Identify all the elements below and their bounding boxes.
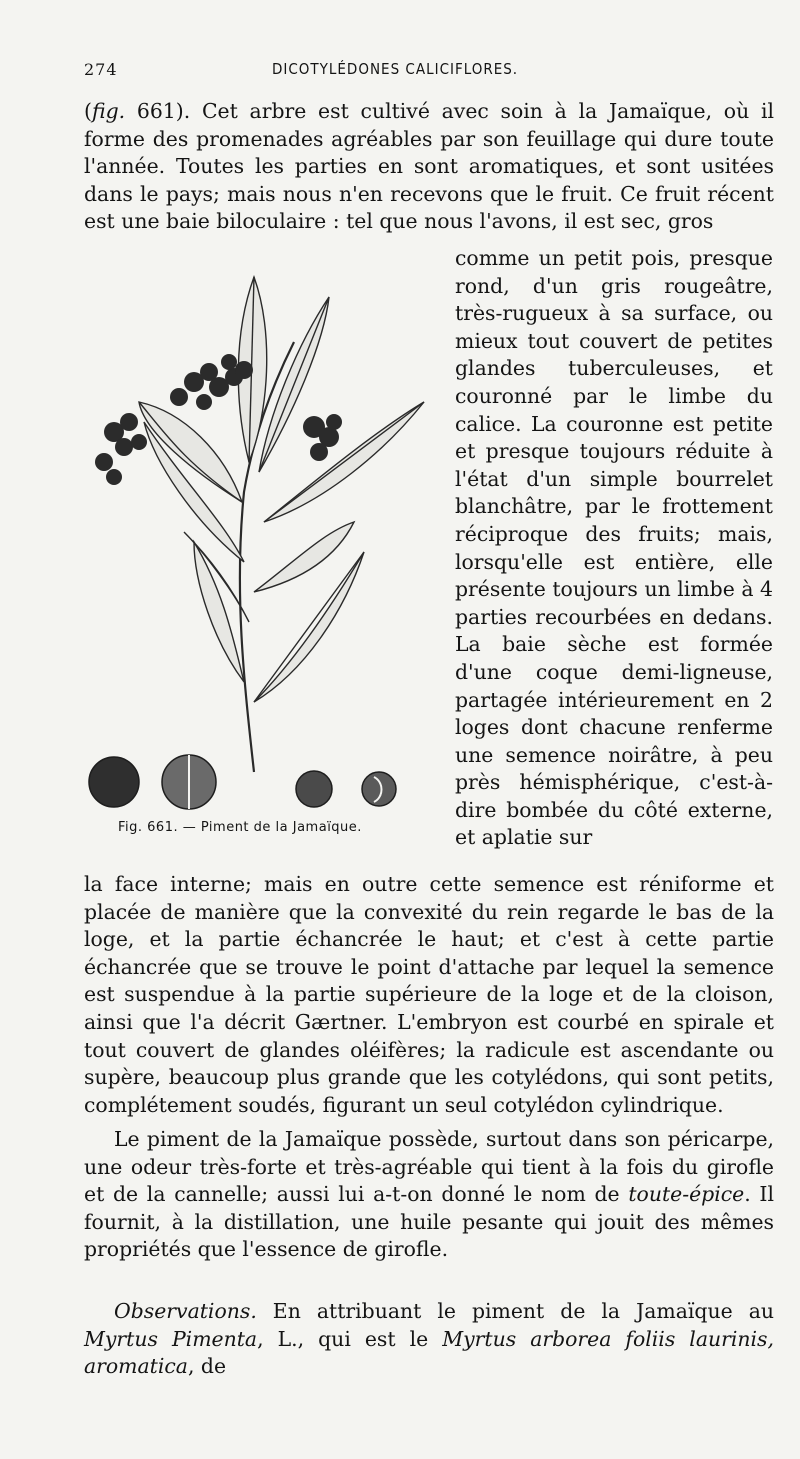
pimento-illustration [84,262,444,842]
running-title: DICOTYLÉDONES CALICIFLORES. [272,60,519,78]
paragraph-1-beside-figure: comme un petit pois, presque rond, d'un gris rougeâtre, très-rugueux à sa surface, ou mieux tout couvert de petites glandes tuberculeuses, et couronné par le limbe du calice. La couronne est petite et presque toujours réduite à l'état d'un simple bourrelet blanchâtre, par le frottement réciproque des fruits; mais, lorsqu'elle est entière, elle présente toujours un limbe à 4 parties recourbées en dedans. La baie sèche est formée d'une coque demi-ligneuse, partagée intérieurement en 2 loges dont chacune renferme une semence noirâtre, à peu près hémisphérique, c'est-à-dire bombée du côté externe, et aplatie sur [455,246,773,850]
paragraph-2: Le piment de la Jamaïque possède, surtout dans son péricarpe, une odeur très-forte et très-agréable qui tient à la fois du girofle et de la cannelle; aussi lui a-t-on donné le nom de toute-épice. Il fournit, à la distillation, une huile pesante qui jouit des mêmes propriétés que l'essence de girofle. [84,1127,775,1262]
paragraph-1-top: (fig. 661). Cet arbre est cultivé avec soin à la Jamaïque, où il forme des promenades agréables par son feuillage qui dure toute l'année. Toutes les parties en sont aromatiques, et sont usitées dans le pays; mais nous n'en recevons que le fruit. Ce fruit récent est une baie biloculaire : tel que nous l'avons, il est sec, gros [84,99,774,234]
taxon-myrtus-arborea: Myrtus arborea foliis laurinis, aromatica [84,1326,774,1379]
fig-reference: fig. [91,99,126,123]
page-number: 274 [84,60,118,79]
taxon-myrtus-pimenta: Myrtus Pimenta [84,1326,258,1351]
toute-epice-term: toute-épice [628,1182,745,1207]
paragraph-1-end: la face interne; mais en outre cette semence est réniforme et placée de manière que la convexité du rein regarde le bas de la loge, et la partie échancrée le haut; et c'est à cette partie échancrée que se trouve le point d'attache par lequel la semence est suspendue à la partie supérieure de la loge et de la cloison, ainsi que l'a décrit Gærtner. L'embryon est courbé en spirale et tout couvert de glandes oléifères; la radicule est ascendante ou supère, beaucoup plus grande que les cotylédons, qui sont petits, complétement soudés, figurant un seul cotylédon cylindrique. [84,872,774,1117]
paragraph-observations: Observations. En attribuant le piment de la Jamaïque au Myrtus Pimenta, L., qui est le Myrtus arborea foliis laurinis, aromatica, de [84,1299,774,1379]
page-header [84,60,774,84]
figure-caption: Fig. 661. — Piment de la Jamaïque. [118,820,362,835]
observations-label: Observations. [114,1299,257,1323]
pimento-branch-drawing [84,262,444,842]
